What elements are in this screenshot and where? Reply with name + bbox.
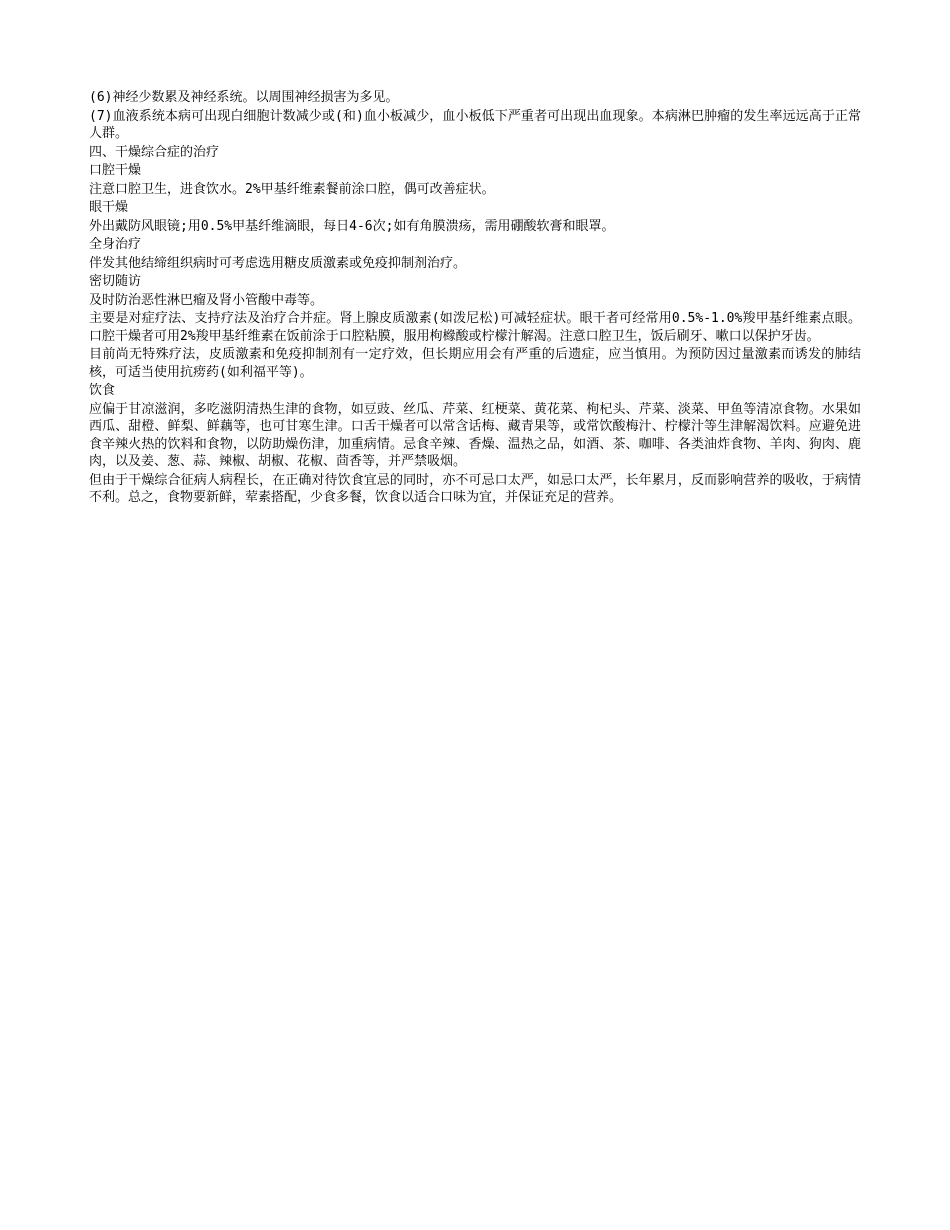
paragraph-dry-mouth: 注意口腔卫生，进食饮水。2%甲基纤维素餐前涂口腔，偶可改善症状。 xyxy=(89,181,495,197)
document-body xyxy=(89,89,861,508)
paragraph-symptomatic-therapy: 主要是对症疗法、支持疗法及治疗合并症。肾上腺皮质激素(如泼尼松)可减轻症状。眼干者可经常用0.5%-1.0%羧甲基纤维素点眼。口腔干燥者可用2%羧甲基纤维素在饭前涂于口腔粘膜，服用枸橼酸或柠檬汁解渴。注意口腔卫生，饭后刷牙、嗽口以保护牙齿。 xyxy=(89,311,861,344)
paragraph-blood-system: (7)血液系统本病可出现白细胞计数减少或(和)血小板减少，血小板低下严重者可出现出血现象。本病淋巴肿瘤的发生率远远高于正常人群。 xyxy=(89,108,861,141)
paragraph-systemic-treatment: 伴发其他结缔组织病时可考虑选用糖皮质激素或免疫抑制剂治疗。 xyxy=(89,255,467,271)
paragraph-follow-up: 及时防治恶性淋巴瘤及肾小管酸中毒等。 xyxy=(89,292,324,308)
paragraph-nervous-system: (6)神经少数累及神经系统。以周围神经损害为多见。 xyxy=(89,90,399,105)
paragraph-dry-eye: 外出戴防风眼镜;用0.5%甲基纤维滴眼，每日4-6次;如有角膜溃疡，需用硼酸软膏和眼罩。 xyxy=(89,218,615,234)
subheading-systemic-treatment: 全身治疗 xyxy=(89,237,142,252)
subheading-follow-up: 密切随访 xyxy=(89,274,142,289)
paragraph-no-special-therapy: 目前尚无特殊疗法，皮质激素和免疫抑制剂有一定疗效，但长期应用会有严重的后遗症，应当慎用。为预防因过量激素而诱发的肺结核，可适当使用抗痨药(如利福平等)。 xyxy=(89,347,861,380)
section-heading-treatment: 四、干燥综合症的治疗 xyxy=(89,144,220,160)
paragraph-diet-advice: 应偏于甘凉滋润，多吃滋阴清热生津的食物，如豆豉、丝瓜、芹菜、红梗菜、黄花菜、枸杞头、芹菜、淡菜、甲鱼等清凉食物。水果如西瓜、甜橙、鲜梨、鲜藕等，也可甘寒生津。口舌干燥者可以常含话梅、藏青果等，或常饮酸梅汁、柠檬汁等生津解渴饮料。应避免进食辛辣火热的饮料和食物，以防助燥伤津，加重病情。忌食辛辣、香燥、温热之品，如酒、茶、咖啡、各类油炸食物、羊肉、狗肉、鹿肉，以及姜、葱、蒜、辣椒、胡椒、花椒、茴香等，并严禁吸烟。 xyxy=(89,401,861,469)
subheading-diet: 饮食 xyxy=(89,383,116,398)
paragraph-diet-summary: 但由于干燥综合征病人病程长，在正确对待饮食宜忌的同时，亦不可忌口太严，如忌口太严，长年累月，反而影响营养的吸收，于病情不利。总之，食物要新鲜，荤素搭配，少食多餐，饮食以适合口味为宜，并保证充足的营养。 xyxy=(89,472,861,505)
subheading-dry-mouth: 口腔干燥 xyxy=(89,163,142,178)
subheading-dry-eye: 眼干燥 xyxy=(89,200,129,215)
